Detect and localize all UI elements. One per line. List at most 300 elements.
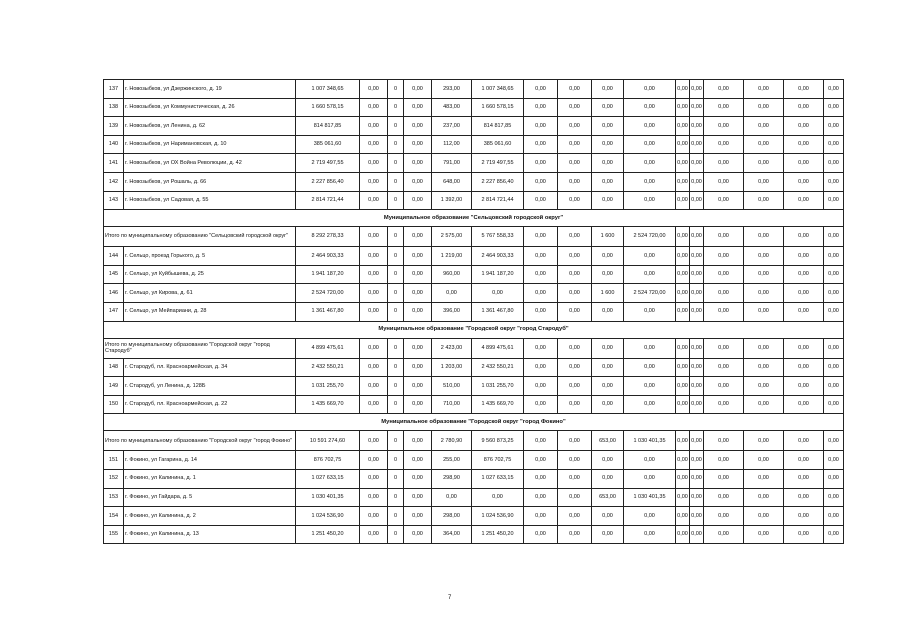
row-number-cell: 141 xyxy=(104,154,124,173)
row-number-cell: 144 xyxy=(104,247,124,266)
total-row xyxy=(104,431,844,451)
table-cell: 2 423,00 xyxy=(432,338,472,358)
table-cell: 1 024 536,90 xyxy=(472,507,524,526)
table-cell: 0,00 xyxy=(824,358,844,377)
table-cell: 1 660 578,15 xyxy=(472,98,524,117)
table-cell: 0,00 xyxy=(524,525,558,544)
table-cell: 0,00 xyxy=(592,154,624,173)
table-cell: 298,00 xyxy=(432,507,472,526)
table-row xyxy=(104,377,844,396)
table-cell: 0,00 xyxy=(824,80,844,99)
table-cell: 0,00 xyxy=(676,172,690,191)
table-cell: 0,00 xyxy=(592,135,624,154)
table-cell: 0,00 xyxy=(704,247,744,266)
table-cell: 0,00 xyxy=(784,227,824,247)
table-cell: 1 007 348,65 xyxy=(472,80,524,99)
table-cell: 0,00 xyxy=(624,395,676,414)
table-cell: 0,00 xyxy=(676,80,690,99)
table-cell: 0,00 xyxy=(404,451,432,470)
table-row xyxy=(104,247,844,266)
table-cell: 1 392,00 xyxy=(432,191,472,210)
table-cell: 0,00 xyxy=(404,265,432,284)
table-cell: 0,00 xyxy=(676,154,690,173)
table-cell: 0,00 xyxy=(704,191,744,210)
section-header-row xyxy=(104,321,844,338)
table-cell: 0,00 xyxy=(524,395,558,414)
document-sheet xyxy=(103,79,843,544)
table-cell: 0,00 xyxy=(676,265,690,284)
table-cell: 0,00 xyxy=(676,98,690,117)
table-cell: 0,00 xyxy=(558,525,592,544)
table-cell: 0 xyxy=(388,431,404,451)
table-cell: 0,00 xyxy=(360,338,388,358)
table-cell: 0,00 xyxy=(360,80,388,99)
table-cell: 0,00 xyxy=(676,395,690,414)
table-row xyxy=(104,451,844,470)
table-cell: 8 292 278,33 xyxy=(296,227,360,247)
table-cell: 0,00 xyxy=(592,191,624,210)
table-cell: 0,00 xyxy=(592,469,624,488)
table-cell: 0,00 xyxy=(704,451,744,470)
table-cell: 0,00 xyxy=(360,247,388,266)
table-cell: 1 031 255,70 xyxy=(296,377,360,396)
table-cell: 0,00 xyxy=(558,431,592,451)
table-cell: 0,00 xyxy=(676,358,690,377)
table-cell: 0,00 xyxy=(744,525,784,544)
table-cell: 0,00 xyxy=(360,431,388,451)
table-cell: 0,00 xyxy=(690,135,704,154)
table-cell: 0 xyxy=(388,191,404,210)
table-cell: 0,00 xyxy=(592,98,624,117)
table-cell: 0,00 xyxy=(676,191,690,210)
table-cell: 0,00 xyxy=(744,377,784,396)
section-title: Муниципальное образование "Городской округ "город Стародуб" xyxy=(104,321,844,338)
section-header-row xyxy=(104,210,844,227)
table-cell: 0,00 xyxy=(592,247,624,266)
table-cell: 0,00 xyxy=(824,377,844,396)
table-cell: 0,00 xyxy=(704,377,744,396)
table-cell: 0,00 xyxy=(558,154,592,173)
table-cell: 1 435 669,70 xyxy=(296,395,360,414)
row-number-cell: 154 xyxy=(104,507,124,526)
table-cell: 0,00 xyxy=(824,395,844,414)
table-cell: 0,00 xyxy=(432,488,472,507)
table-cell: 293,00 xyxy=(432,80,472,99)
table-cell: 0,00 xyxy=(784,507,824,526)
table-cell: 0,00 xyxy=(624,302,676,321)
table-cell: 0,00 xyxy=(676,525,690,544)
table-cell: 4 899 475,61 xyxy=(296,338,360,358)
table-cell: 0,00 xyxy=(676,227,690,247)
table-cell: 0,00 xyxy=(404,154,432,173)
row-number-cell: 143 xyxy=(104,191,124,210)
table-cell: 0,00 xyxy=(690,98,704,117)
table-cell: 0,00 xyxy=(690,525,704,544)
table-cell: 0,00 xyxy=(524,98,558,117)
table-cell: 0,00 xyxy=(704,135,744,154)
table-cell: 0,00 xyxy=(558,80,592,99)
table-row xyxy=(104,265,844,284)
row-number-cell: 139 xyxy=(104,117,124,136)
table-cell: 0,00 xyxy=(744,431,784,451)
table-cell: 0,00 xyxy=(360,395,388,414)
address-cell: г. Фокино, ул Калинина, д. 13 xyxy=(124,525,296,544)
table-cell: 0,00 xyxy=(524,227,558,247)
table-cell: 0 xyxy=(388,507,404,526)
table-cell: 653,00 xyxy=(592,431,624,451)
row-number-cell: 140 xyxy=(104,135,124,154)
table-cell: 0,00 xyxy=(784,80,824,99)
table-cell: 0,00 xyxy=(524,172,558,191)
table-cell: 0,00 xyxy=(744,154,784,173)
table-cell: 0,00 xyxy=(624,247,676,266)
table-cell: 0,00 xyxy=(624,80,676,99)
table-cell: 0,00 xyxy=(704,80,744,99)
table-cell: 710,00 xyxy=(432,395,472,414)
address-cell: г. Фокино, ул Калинина, д. 2 xyxy=(124,507,296,526)
table-cell: 2 719 497,55 xyxy=(472,154,524,173)
table-cell: 0,00 xyxy=(676,377,690,396)
table-cell: 0,00 xyxy=(784,154,824,173)
table-cell: 1 027 633,15 xyxy=(296,469,360,488)
table-cell: 0,00 xyxy=(558,284,592,303)
address-cell: г. Новозыбков, ул ОХ Война Революции, д. 42 xyxy=(124,154,296,173)
table-cell: 0,00 xyxy=(690,302,704,321)
total-row xyxy=(104,338,844,358)
table-cell: 0,00 xyxy=(558,98,592,117)
table-cell: 0,00 xyxy=(558,302,592,321)
table-cell: 0,00 xyxy=(784,358,824,377)
row-number-cell: 137 xyxy=(104,80,124,99)
table-cell: 0 xyxy=(388,135,404,154)
table-cell: 0,00 xyxy=(592,302,624,321)
table-row xyxy=(104,525,844,544)
table-cell: 0,00 xyxy=(558,395,592,414)
table-cell: 0,00 xyxy=(824,98,844,117)
table-cell: 0,00 xyxy=(360,358,388,377)
table-cell: 0,00 xyxy=(524,247,558,266)
table-cell: 483,00 xyxy=(432,98,472,117)
table-cell: 0,00 xyxy=(784,377,824,396)
table-cell: 0,00 xyxy=(524,80,558,99)
table-cell: 0,00 xyxy=(592,338,624,358)
table-cell: 0,00 xyxy=(824,469,844,488)
table-cell: 1 600 xyxy=(592,284,624,303)
table-cell: 0,00 xyxy=(592,395,624,414)
table-cell: 2 464 903,33 xyxy=(472,247,524,266)
address-cell: г. Стародуб, пл. Красноармейская, д. 34 xyxy=(124,358,296,377)
table-cell: 0,00 xyxy=(744,358,784,377)
table-cell: 0,00 xyxy=(704,172,744,191)
table-cell: 0,00 xyxy=(360,117,388,136)
table-cell: 0,00 xyxy=(744,265,784,284)
table-cell: 0 xyxy=(388,377,404,396)
table-cell: 791,00 xyxy=(432,154,472,173)
table-cell: 876 702,75 xyxy=(472,451,524,470)
table-cell: 0,00 xyxy=(744,284,784,303)
table-cell: 0,00 xyxy=(676,135,690,154)
table-cell: 0,00 xyxy=(592,377,624,396)
table-cell: 0,00 xyxy=(592,358,624,377)
table-cell: 0,00 xyxy=(704,525,744,544)
table-cell: 0,00 xyxy=(558,227,592,247)
table-cell: 0,00 xyxy=(824,338,844,358)
table-row xyxy=(104,172,844,191)
table-cell: 0,00 xyxy=(360,469,388,488)
table-cell: 0,00 xyxy=(824,247,844,266)
table-cell: 0,00 xyxy=(676,338,690,358)
table-cell: 1 007 348,65 xyxy=(296,80,360,99)
table-cell: 0,00 xyxy=(704,395,744,414)
table-cell: 0,00 xyxy=(624,377,676,396)
table-cell: 364,00 xyxy=(432,525,472,544)
address-cell: г. Стародуб, пл. Красноармейская, д. 22 xyxy=(124,395,296,414)
table-cell: 0,00 xyxy=(784,247,824,266)
table-cell: 0,00 xyxy=(404,80,432,99)
table-cell: 960,00 xyxy=(432,265,472,284)
table-cell: 0,00 xyxy=(784,525,824,544)
table-cell: 0,00 xyxy=(690,431,704,451)
table-cell: 0,00 xyxy=(744,302,784,321)
table-cell: 0,00 xyxy=(404,117,432,136)
table-cell: 0,00 xyxy=(690,117,704,136)
table-cell: 0,00 xyxy=(558,469,592,488)
table-cell: 0 xyxy=(388,227,404,247)
table-cell: 0,00 xyxy=(524,469,558,488)
table-cell: 0,00 xyxy=(524,431,558,451)
table-cell: 0,00 xyxy=(824,451,844,470)
table-cell: 0,00 xyxy=(824,265,844,284)
table-cell: 0,00 xyxy=(744,135,784,154)
table-cell: 0,00 xyxy=(690,488,704,507)
table-cell: 0,00 xyxy=(690,469,704,488)
table-cell: 0,00 xyxy=(360,302,388,321)
table-cell: 0,00 xyxy=(524,302,558,321)
table-row xyxy=(104,358,844,377)
table-cell: 0,00 xyxy=(558,338,592,358)
table-cell: 0,00 xyxy=(404,525,432,544)
table-cell: 1 024 536,90 xyxy=(296,507,360,526)
table-row xyxy=(104,302,844,321)
table-cell: 0,00 xyxy=(592,451,624,470)
table-cell: 0,00 xyxy=(524,377,558,396)
row-number-cell: 138 xyxy=(104,98,124,117)
table-cell: 0,00 xyxy=(404,431,432,451)
total-row xyxy=(104,227,844,247)
row-number-cell: 155 xyxy=(104,525,124,544)
section-title: Муниципальное образование "Сельцовский городской округ" xyxy=(104,210,844,227)
table-cell: 1 030 401,35 xyxy=(296,488,360,507)
table-cell: 0,00 xyxy=(404,507,432,526)
table-cell: 4 899 475,61 xyxy=(472,338,524,358)
table-cell: 0,00 xyxy=(404,488,432,507)
table-cell: 2 814 721,44 xyxy=(296,191,360,210)
row-number-cell: 142 xyxy=(104,172,124,191)
table-cell: 0,00 xyxy=(404,227,432,247)
table-cell: 0,00 xyxy=(704,98,744,117)
table-cell: 0,00 xyxy=(624,507,676,526)
address-cell: г. Сельцо, ул Кирова, д. 61 xyxy=(124,284,296,303)
table-cell: 0,00 xyxy=(784,469,824,488)
table-cell: 0,00 xyxy=(690,358,704,377)
table-cell: 0,00 xyxy=(690,377,704,396)
table-cell: 0,00 xyxy=(404,377,432,396)
table-cell: 0,00 xyxy=(624,338,676,358)
table-cell: 0,00 xyxy=(360,284,388,303)
table-cell: 653,00 xyxy=(592,488,624,507)
table-cell: 0,00 xyxy=(690,265,704,284)
address-cell: г. Новозыбков, ул Ленина, д. 62 xyxy=(124,117,296,136)
table-cell: 0,00 xyxy=(524,265,558,284)
table-row xyxy=(104,80,844,99)
table-cell: 0,00 xyxy=(784,451,824,470)
table-cell: 0,00 xyxy=(744,117,784,136)
table-cell: 876 702,75 xyxy=(296,451,360,470)
total-label: Итого по муниципальному образованию "Городской округ "город Фокино" xyxy=(104,431,296,451)
table-cell: 1 030 401,35 xyxy=(624,431,676,451)
table-cell: 0,00 xyxy=(824,117,844,136)
table-cell: 0,00 xyxy=(824,135,844,154)
table-cell: 0 xyxy=(388,265,404,284)
table-cell: 2 464 903,33 xyxy=(296,247,360,266)
table-cell: 0,00 xyxy=(624,451,676,470)
table-cell: 0,00 xyxy=(624,265,676,284)
table-cell: 0,00 xyxy=(704,431,744,451)
table-cell: 0,00 xyxy=(744,80,784,99)
table-cell: 0,00 xyxy=(784,98,824,117)
table-cell: 0,00 xyxy=(404,302,432,321)
table-cell: 0,00 xyxy=(404,247,432,266)
table-cell: 0,00 xyxy=(690,338,704,358)
table-cell: 1 361 467,80 xyxy=(296,302,360,321)
table-cell: 0,00 xyxy=(704,117,744,136)
table-cell: 0,00 xyxy=(360,227,388,247)
table-cell: 814 817,85 xyxy=(296,117,360,136)
table-cell: 0,00 xyxy=(360,507,388,526)
table-cell: 0 xyxy=(388,488,404,507)
table-cell: 0,00 xyxy=(704,469,744,488)
table-cell: 0,00 xyxy=(524,358,558,377)
total-label: Итого по муниципальному образованию "Городской округ "город Стародуб" xyxy=(104,338,296,358)
table-cell: 0,00 xyxy=(676,488,690,507)
table-cell: 0 xyxy=(388,284,404,303)
table-cell: 0,00 xyxy=(690,284,704,303)
table-cell: 0,00 xyxy=(690,191,704,210)
table-cell: 0,00 xyxy=(744,488,784,507)
table-row xyxy=(104,135,844,154)
table-cell: 385 061,60 xyxy=(472,135,524,154)
table-cell: 0,00 xyxy=(524,451,558,470)
table-cell: 0,00 xyxy=(524,488,558,507)
table-cell: 0,00 xyxy=(690,507,704,526)
table-cell: 396,00 xyxy=(432,302,472,321)
table-cell: 2 814 721,44 xyxy=(472,191,524,210)
table-cell: 0,00 xyxy=(744,507,784,526)
table-cell: 0,00 xyxy=(690,227,704,247)
address-cell: г. Новозыбков, ул Рошаль, д. 66 xyxy=(124,172,296,191)
table-cell: 0 xyxy=(388,358,404,377)
table-cell: 0,00 xyxy=(784,135,824,154)
table-cell: 0,00 xyxy=(824,302,844,321)
table-cell: 0,00 xyxy=(676,302,690,321)
table-cell: 1 030 401,35 xyxy=(624,488,676,507)
table-cell: 2 780,90 xyxy=(432,431,472,451)
table-cell: 2 719 497,55 xyxy=(296,154,360,173)
table-cell: 0,00 xyxy=(624,98,676,117)
table-cell: 0,00 xyxy=(360,451,388,470)
table-cell: 0,00 xyxy=(404,284,432,303)
address-cell: г. Новозыбков, ул Наримановская, д. 10 xyxy=(124,135,296,154)
table-cell: 0,00 xyxy=(472,284,524,303)
table-cell: 0,00 xyxy=(744,172,784,191)
table-cell: 0,00 xyxy=(524,507,558,526)
table-cell: 2 432 550,21 xyxy=(296,358,360,377)
table-cell: 0,00 xyxy=(824,284,844,303)
table-cell: 2 227 856,40 xyxy=(472,172,524,191)
table-cell: 1 361 467,80 xyxy=(472,302,524,321)
table-cell: 0 xyxy=(388,80,404,99)
table-row xyxy=(104,507,844,526)
row-number-cell: 151 xyxy=(104,451,124,470)
table-cell: 385 061,60 xyxy=(296,135,360,154)
table-cell: 0,00 xyxy=(704,358,744,377)
table-cell: 0,00 xyxy=(404,172,432,191)
table-cell: 0,00 xyxy=(690,451,704,470)
table-cell: 10 591 274,60 xyxy=(296,431,360,451)
table-cell: 0,00 xyxy=(784,431,824,451)
table-cell: 0,00 xyxy=(592,117,624,136)
table-cell: 0,00 xyxy=(704,265,744,284)
address-cell: г. Сельцо, проезд Горького, д. 5 xyxy=(124,247,296,266)
table-cell: 0,00 xyxy=(524,117,558,136)
table-cell: 0 xyxy=(388,154,404,173)
table-cell: 0,00 xyxy=(404,98,432,117)
table-cell: 0,00 xyxy=(784,284,824,303)
table-cell: 1 941 187,20 xyxy=(472,265,524,284)
table-row xyxy=(104,98,844,117)
row-number-cell: 147 xyxy=(104,302,124,321)
table-cell: 0,00 xyxy=(558,172,592,191)
table-cell: 0,00 xyxy=(624,135,676,154)
table-cell: 0,00 xyxy=(676,431,690,451)
table-cell: 5 767 558,33 xyxy=(472,227,524,247)
table-cell: 0 xyxy=(388,302,404,321)
table-cell: 0,00 xyxy=(784,488,824,507)
row-number-cell: 148 xyxy=(104,358,124,377)
table-cell: 2 432 550,21 xyxy=(472,358,524,377)
table-cell: 0,00 xyxy=(744,338,784,358)
table-cell: 2 575,00 xyxy=(432,227,472,247)
table-cell: 0,00 xyxy=(360,265,388,284)
row-number-cell: 150 xyxy=(104,395,124,414)
table-cell: 0,00 xyxy=(784,117,824,136)
table-cell: 255,00 xyxy=(432,451,472,470)
data-table xyxy=(103,79,844,544)
table-cell: 0,00 xyxy=(404,135,432,154)
table-cell: 1 251 450,20 xyxy=(472,525,524,544)
table-cell: 0,00 xyxy=(472,488,524,507)
table-cell: 0,00 xyxy=(592,172,624,191)
table-cell: 0,00 xyxy=(558,488,592,507)
table-cell: 1 941 187,20 xyxy=(296,265,360,284)
table-cell: 0,00 xyxy=(824,227,844,247)
table-cell: 0,00 xyxy=(704,488,744,507)
table-cell: 0,00 xyxy=(360,191,388,210)
table-cell: 298,90 xyxy=(432,469,472,488)
table-cell: 0 xyxy=(388,247,404,266)
table-cell: 9 560 873,25 xyxy=(472,431,524,451)
table-cell: 0,00 xyxy=(744,469,784,488)
